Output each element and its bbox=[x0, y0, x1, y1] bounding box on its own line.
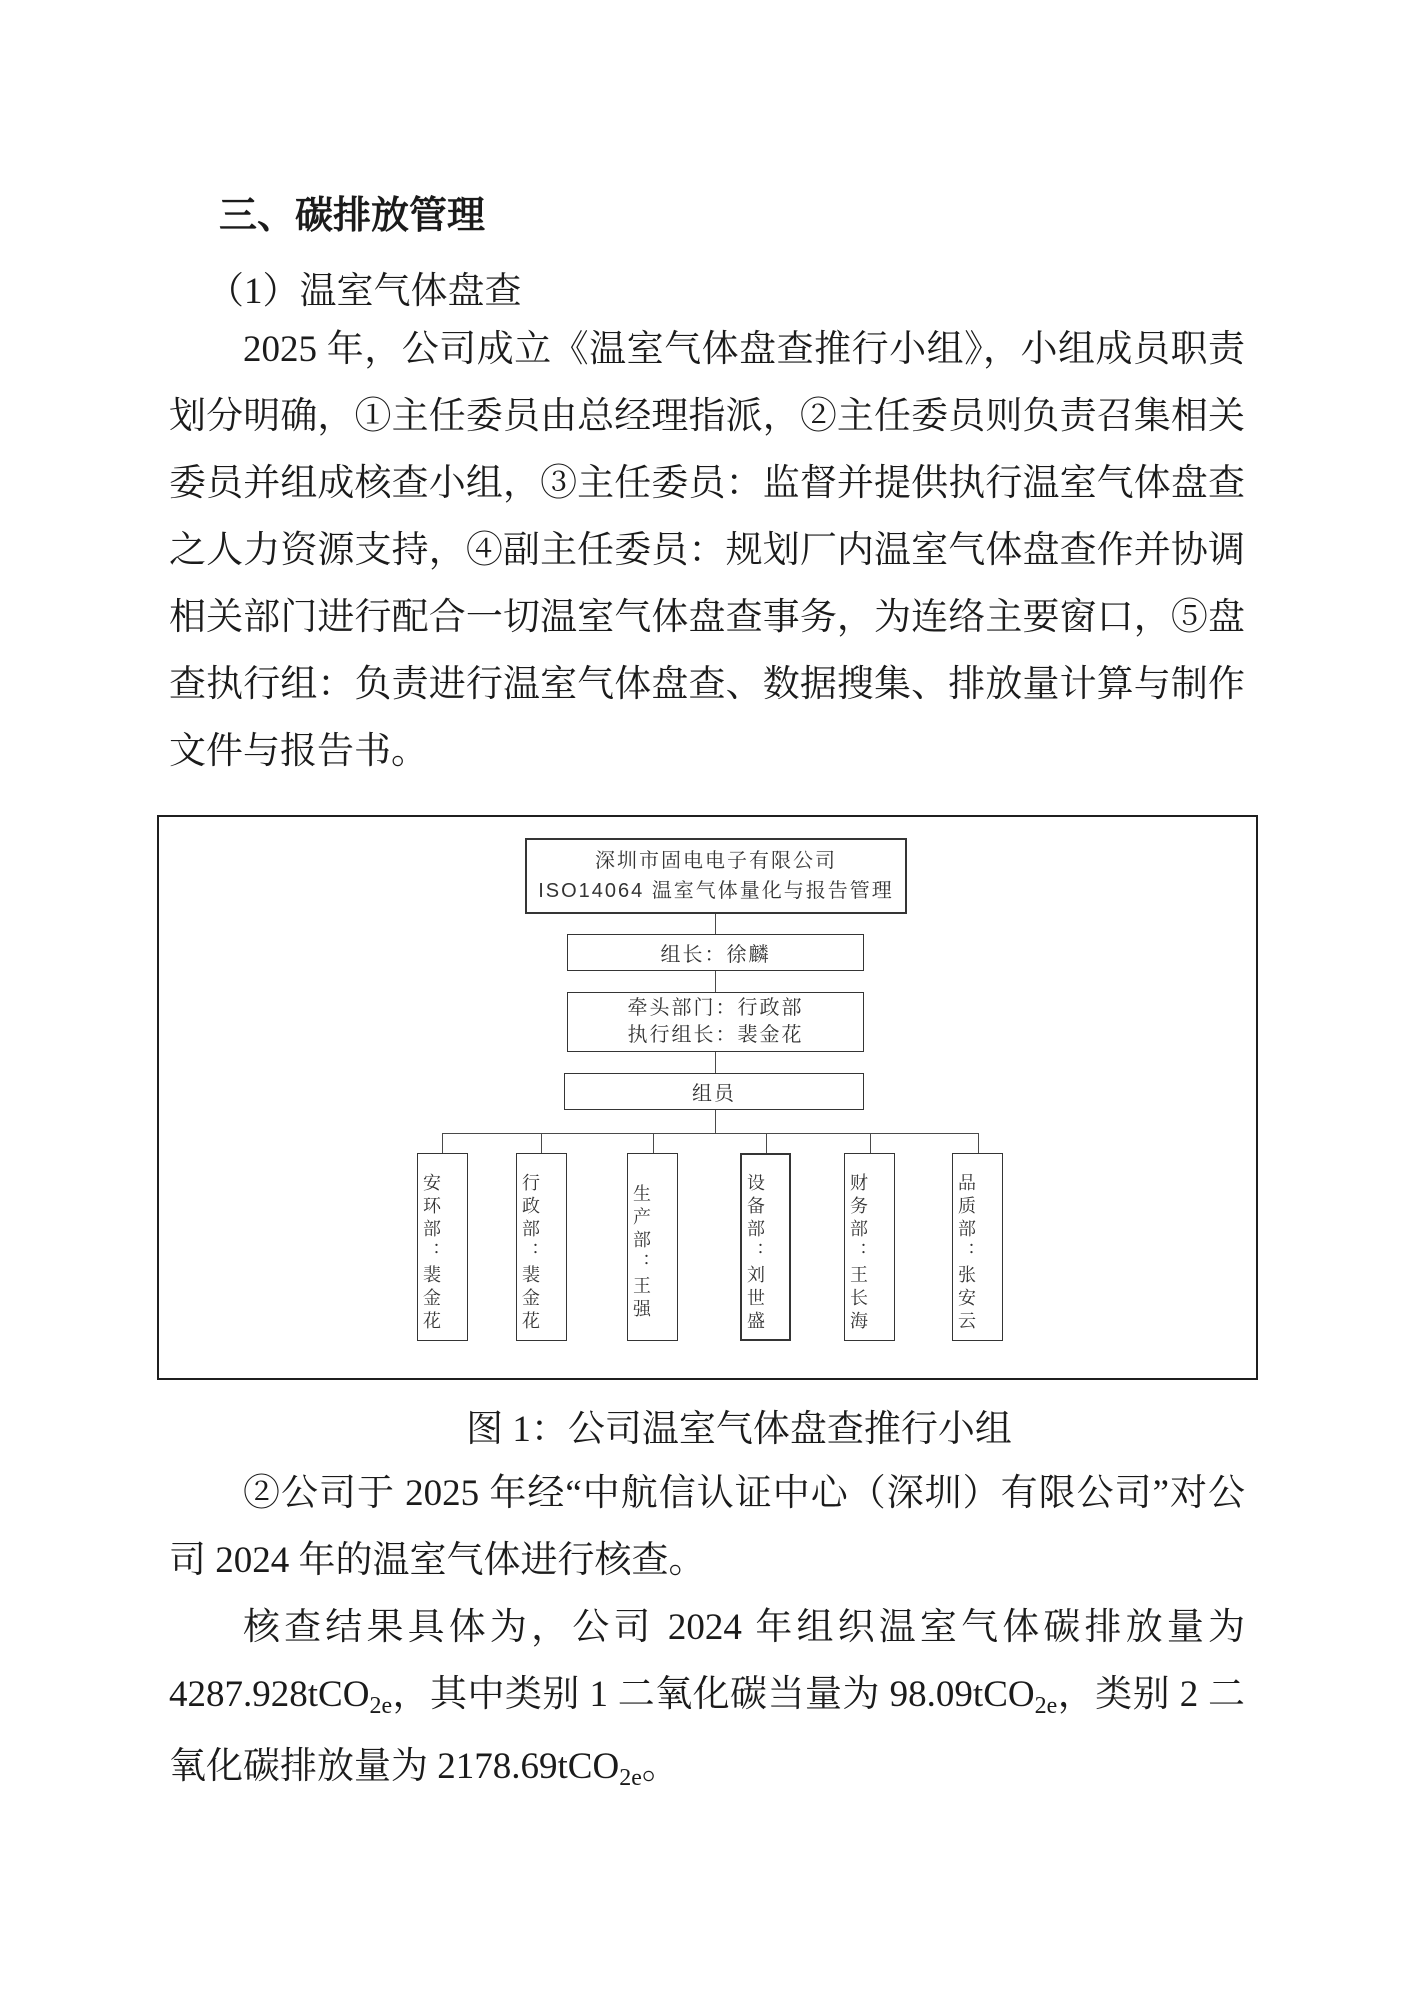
connector-line bbox=[541, 1133, 542, 1153]
connector-line bbox=[978, 1133, 979, 1153]
connector-line bbox=[870, 1133, 871, 1153]
paragraph-ghg-group: 2025 年，公司成立《温室气体盘查推行小组》，小组成员职责划分明确，①主任委员由总经理指派，②主任委员则负责召集相关委员并组成核查小组，③主任委员：监督并提供执行温室气体盘查之人力资源支持，④副主任委员：规划厂内温室气体盘查作并协调相关部门进行配合一切温室气体盘查事务，为连络主要窗口，⑤盘查执行组：负责进行温室气体盘查、数据搜集、排放量计算与制作文件与报告书。 bbox=[169, 329, 1245, 772]
paragraph-verification: ②公司于 2025 年经“中航信认证中心（深圳）有限公司”对公司 2024 年的温室气体进行核查。 bbox=[169, 1473, 1245, 1581]
iso-standard-label: ISO14064 温室气体量化与报告管理 bbox=[538, 880, 894, 902]
org-chart-root-box bbox=[525, 838, 907, 914]
co2e-subscript: 2e bbox=[369, 1693, 393, 1719]
org-chart-member-box: 设备部：刘世盛 bbox=[740, 1153, 791, 1341]
co2e-subscript: 2e bbox=[1034, 1693, 1058, 1719]
connector-line bbox=[442, 1133, 978, 1134]
connector-line bbox=[715, 914, 716, 934]
org-chart-member-box: 行政部：裴金花 bbox=[516, 1153, 567, 1341]
connector-line bbox=[766, 1133, 767, 1153]
org-chart-leader-box: 组长：徐麟 bbox=[567, 934, 864, 971]
lead-dept-line: 牵头部门：行政部 bbox=[627, 997, 804, 1019]
org-chart-member-box: 品质部：张安云 bbox=[952, 1153, 1003, 1341]
org-chart-members-label-box: 组员 bbox=[564, 1073, 864, 1110]
connector-line bbox=[715, 971, 716, 992]
company-name: 深圳市固电电子有限公司 bbox=[595, 850, 837, 872]
sub-heading: （1）温室气体盘查 bbox=[207, 271, 522, 312]
connector-line bbox=[715, 1110, 716, 1133]
org-chart-lead-dept-box bbox=[567, 992, 864, 1052]
connector-line bbox=[442, 1133, 443, 1153]
org-chart-member-box: 安环部：裴金花 bbox=[417, 1153, 468, 1341]
section-heading: 三、碳排放管理 bbox=[219, 195, 486, 237]
result-text-segment: ，类别 2 二氧化碳排放量为 2178.69tCO bbox=[169, 1674, 1245, 1787]
result-text-segment: 。 bbox=[641, 1746, 679, 1787]
connector-line bbox=[715, 1052, 716, 1073]
org-chart-figure bbox=[157, 815, 1258, 1380]
result-text-segment: ，其中类别 1 二氧化碳当量为 98.09tCO bbox=[392, 1674, 1035, 1715]
co2e-subscript: 2e bbox=[619, 1765, 642, 1791]
paragraph-verification-result bbox=[169, 1594, 1245, 1805]
org-chart-member-box: 生产部：王强 bbox=[627, 1153, 678, 1341]
connector-line bbox=[653, 1133, 654, 1153]
exec-leader-line: 执行组长：裴金花 bbox=[627, 1024, 804, 1046]
result-text-segment: 核查结果具体为，公司 2024 年组织温室气体碳排放量为 4287.928tCO bbox=[169, 1607, 1245, 1715]
figure-caption: 图 1：公司温室气体盘查推行小组 bbox=[466, 1409, 1012, 1450]
org-chart-member-box: 财务部：王长海 bbox=[844, 1153, 895, 1341]
